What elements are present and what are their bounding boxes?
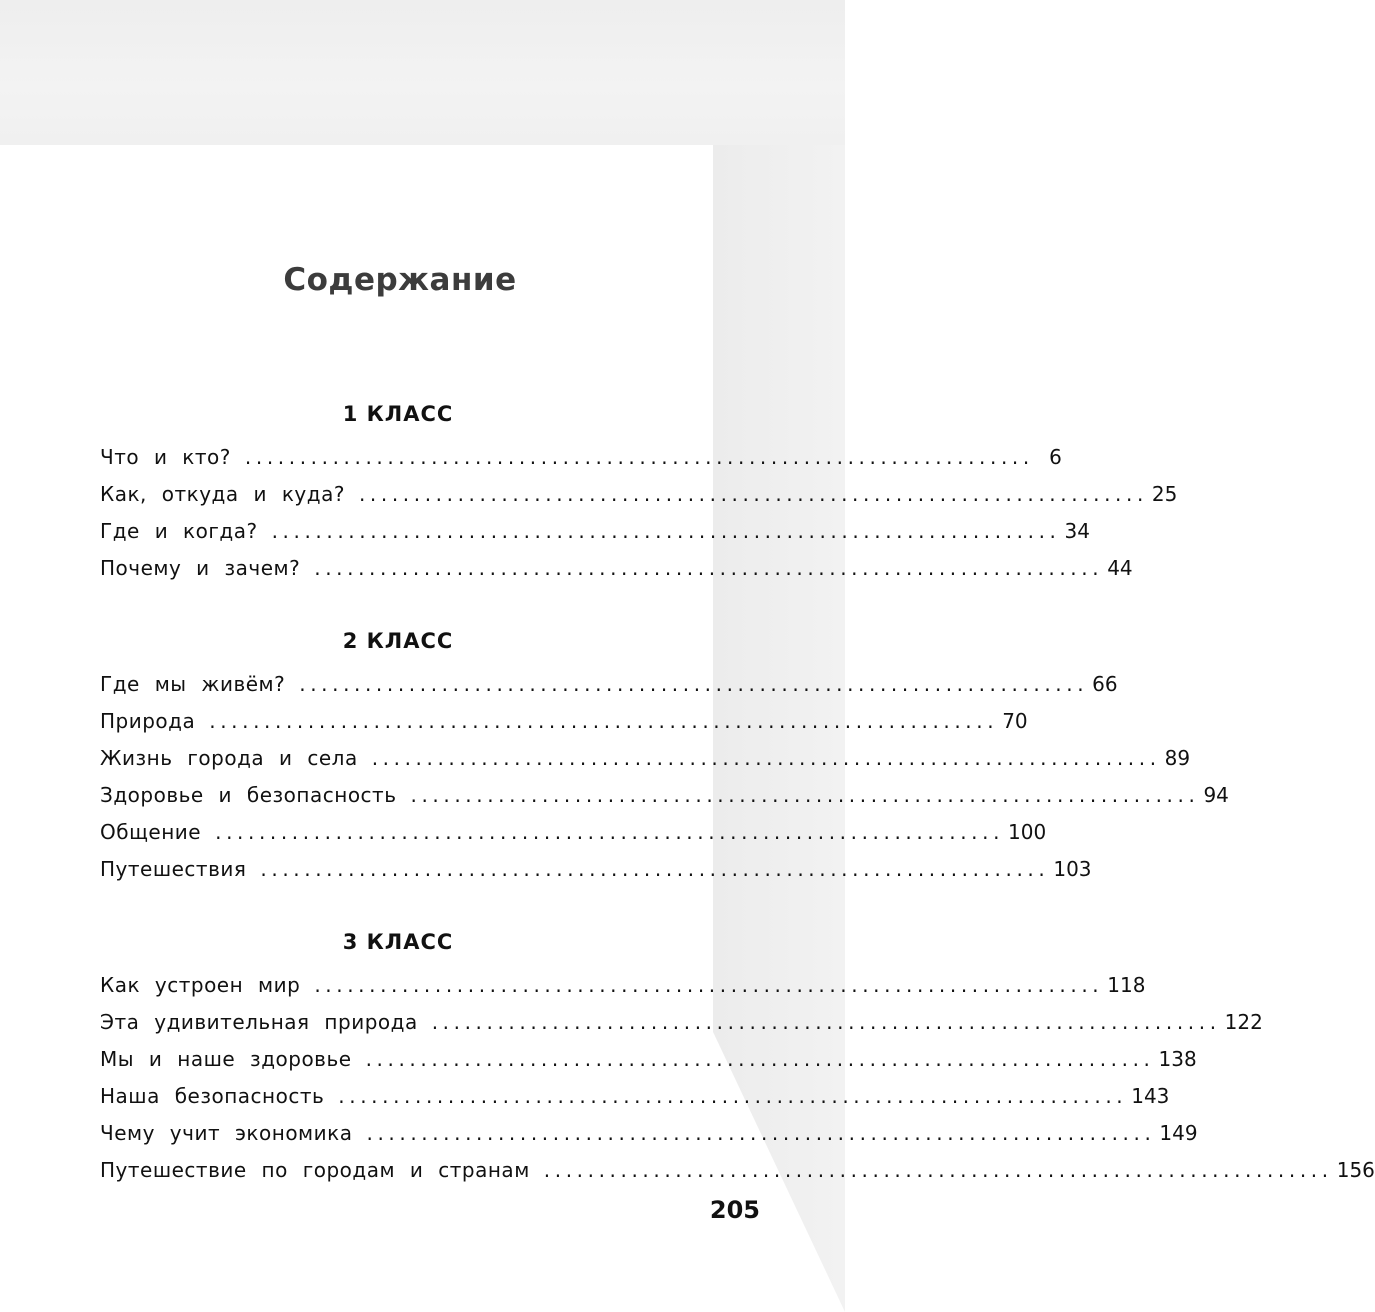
- dot-leader: ........................................................................: [543, 1158, 1333, 1182]
- top-margin-shade: [0, 0, 845, 145]
- toc-entry[interactable]: [100, 445, 1062, 475]
- dot-leader: ........................................................................: [358, 482, 1148, 506]
- dot-leader: ........................................................................: [244, 445, 1034, 469]
- toc-entry-page: 122: [1224, 1010, 1263, 1034]
- toc-entry[interactable]: [100, 783, 1229, 813]
- toc-entry-title: Эта удивительная природа: [100, 1010, 418, 1034]
- dot-leader: ........................................................................: [215, 820, 1005, 844]
- toc-entry[interactable]: [100, 1010, 1263, 1040]
- section-heading-2: 2 КЛАСС: [342, 629, 454, 653]
- toc-entry-title: Что и кто?: [100, 445, 231, 469]
- toc-entry-title: Мы и наше здоровье: [100, 1047, 352, 1071]
- toc-entry-page: 70: [1002, 709, 1028, 733]
- page-title: Содержание: [283, 262, 517, 298]
- toc-entry[interactable]: [100, 973, 1146, 1003]
- toc-entry-title: Наша безопасность: [100, 1084, 325, 1108]
- toc-entry[interactable]: [100, 672, 1118, 702]
- toc-entry-title: Где мы живём?: [100, 672, 286, 696]
- toc-entry-title: Как, откуда и куда?: [100, 482, 345, 506]
- dot-leader: ........................................................................: [260, 857, 1050, 881]
- toc-entry[interactable]: [100, 556, 1133, 586]
- toc-entry-title: Чему учит экономика: [100, 1121, 353, 1145]
- dot-leader: ........................................................................: [299, 672, 1089, 696]
- toc-entry-page: 6: [1049, 445, 1062, 469]
- toc-entry-page: 138: [1158, 1047, 1197, 1071]
- toc-entry-page: 25: [1151, 482, 1178, 506]
- toc-entry[interactable]: [100, 519, 1090, 549]
- toc-entry-page: 103: [1053, 857, 1092, 881]
- toc-entry-title: Здоровье и безопасность: [100, 783, 397, 807]
- toc-entry-page: 149: [1159, 1121, 1198, 1145]
- section-heading-3: 3 КЛАСС: [342, 930, 454, 954]
- toc-entry[interactable]: [100, 1158, 1375, 1188]
- toc-entry-page: 100: [1008, 820, 1047, 844]
- toc-entry-title: Путешествия: [100, 857, 247, 881]
- toc-entry[interactable]: [100, 820, 1047, 850]
- toc-entry-page: 156: [1336, 1158, 1375, 1182]
- toc-entry-page: 34: [1064, 519, 1090, 543]
- section-heading-1: 1 КЛАСС: [342, 402, 454, 426]
- toc-entry[interactable]: [100, 1047, 1197, 1077]
- dot-leader: ........................................................................: [431, 1010, 1221, 1034]
- toc-entry[interactable]: [100, 1121, 1198, 1151]
- toc-entry-title: Почему и зачем?: [100, 556, 301, 580]
- toc-entry[interactable]: [100, 746, 1191, 776]
- toc-entry-title: Жизнь города и села: [100, 746, 358, 770]
- toc-entry[interactable]: [100, 709, 1028, 739]
- page-number: 205: [709, 1196, 760, 1224]
- dot-leader: ........................................................................: [371, 746, 1161, 770]
- dot-leader: ........................................................................: [314, 973, 1104, 997]
- toc-entry-page: 94: [1203, 783, 1229, 807]
- toc-entry-title: Путешествие по городам и странам: [100, 1158, 530, 1182]
- toc-entry-page: 66: [1092, 672, 1118, 696]
- toc-entry[interactable]: [100, 857, 1092, 887]
- dot-leader: ........................................................................: [271, 519, 1061, 543]
- dot-leader: ........................................................................: [338, 1084, 1128, 1108]
- toc-entry-page: 118: [1107, 973, 1146, 997]
- dot-leader: ........................................................................: [209, 709, 999, 733]
- toc-entry-title: Общение: [100, 820, 202, 844]
- toc-entry[interactable]: [100, 482, 1178, 512]
- toc-entry-page: 143: [1131, 1084, 1170, 1108]
- dot-leader: ........................................................................: [410, 783, 1200, 807]
- toc-entry-title: Природа: [100, 709, 196, 733]
- toc-entry-title: Как устроен мир: [100, 973, 301, 997]
- dot-leader: ........................................................................: [366, 1121, 1156, 1145]
- toc-entry-page: 44: [1107, 556, 1133, 580]
- dot-leader: ........................................................................: [314, 556, 1104, 580]
- toc-entry[interactable]: [100, 1084, 1170, 1114]
- dot-leader: ........................................................................: [365, 1047, 1155, 1071]
- toc-entry-title: Где и когда?: [100, 519, 258, 543]
- toc-entry-page: 89: [1164, 746, 1191, 770]
